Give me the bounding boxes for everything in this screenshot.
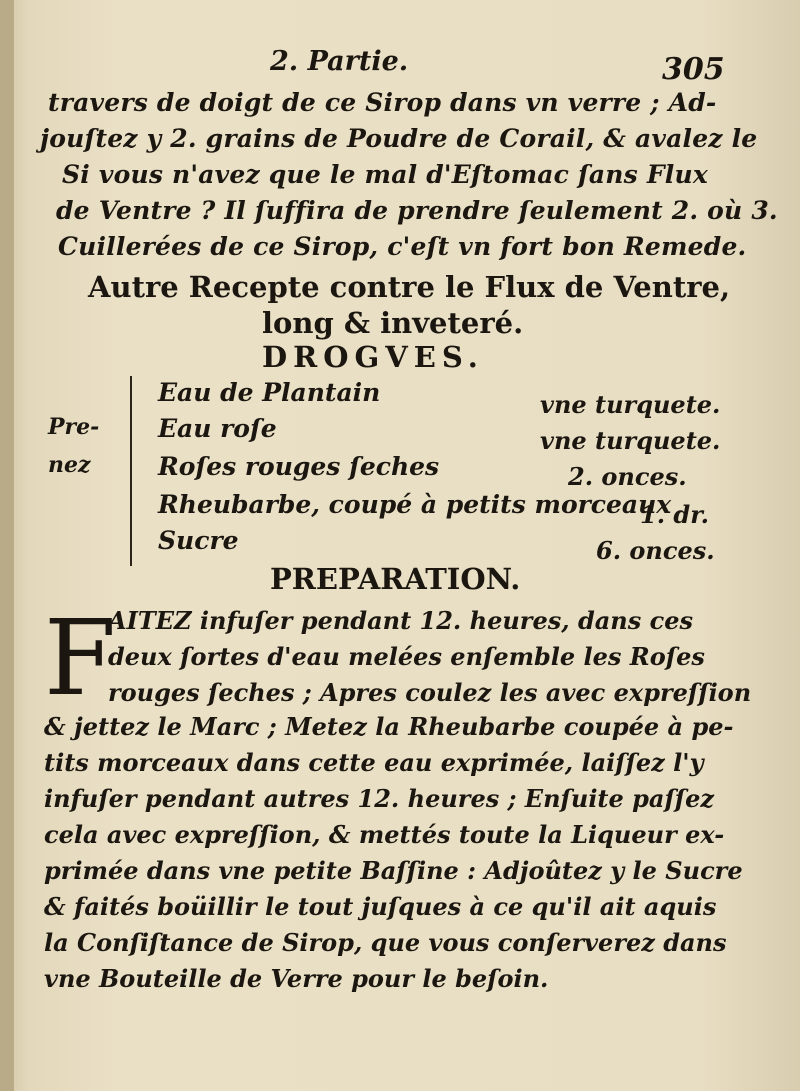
intro-line: Si vous n'avez que le mal d'Eſtomac ſans Flux xyxy=(62,160,708,189)
page-number: 305 xyxy=(662,52,725,87)
preparation-line: deux ſortes d'eau melées enſemble les Roſes xyxy=(108,642,705,671)
intro-line: jouſtez y 2. grains de Poudre de Corail, & avalez le xyxy=(40,124,758,153)
preparation-line: rouges ſeches ; Apres coulez les avec expreſſion xyxy=(108,678,752,707)
preparation-line: infuſer pendant autres 12. heures ; Enſuite paſſez xyxy=(44,784,715,813)
intro-line: travers de doigt de ce Sirop dans vn verre ; Ad- xyxy=(48,88,717,117)
ingredient-name: Rheubarbe, coupé à petits morceaux xyxy=(158,490,672,519)
preparation-line: AITEZ infuſer pendant 12. heures, dans ces xyxy=(108,606,693,635)
ingredient-quantity: 6. onces. xyxy=(596,536,715,565)
recipe-title: long & inveteré. xyxy=(262,306,524,340)
preparation-line: & jettez le Marc ; Metez la Rheubarbe coupée à pe- xyxy=(44,712,734,741)
ingredient-quantity: 1. dr. xyxy=(640,500,709,529)
preparation-line: vne Bouteille de Verre pour le beſoin. xyxy=(44,964,549,993)
ingredient-name: Roſes rouges ſeches xyxy=(158,452,440,481)
intro-line: de Ventre ? Il ſuffira de prendre ſeulement 2. où 3. xyxy=(56,196,778,225)
ingredient-name: Eau roſe xyxy=(158,414,277,443)
preparation-line: primée dans vne petite Baſſine : Adjoûtez y le Sucre xyxy=(44,856,743,885)
ingredient-quantity: vne turquete. xyxy=(540,426,721,455)
ingredient-quantity: 2. onces. xyxy=(568,462,687,491)
drogues-heading: DROGVES. xyxy=(262,340,484,374)
ingredient-quantity: vne turquete. xyxy=(540,390,721,419)
preparation-line: la Conſiſtance de Sirop, que vous conſerverez dans xyxy=(44,928,727,957)
prenez-label: nez xyxy=(48,452,91,478)
preparation-line: cela avec expreſſion, & mettés toute la Liqueur ex- xyxy=(44,820,725,849)
recipe-title: Autre Recepte contre le Flux de Ventre, xyxy=(88,270,731,304)
preparation-heading: PREPARATION. xyxy=(270,562,521,596)
ingredient-name: Sucre xyxy=(158,526,239,555)
prenez-label: Pre- xyxy=(48,414,100,440)
preparation-line: & faités boüillir le tout juſques à ce qu'il ait aquis xyxy=(44,892,717,921)
ingredient-bracket xyxy=(130,376,138,566)
running-head: 2. Partie. xyxy=(270,46,409,77)
preparation-line: tits morceaux dans cette eau exprimée, laiſſez l'y xyxy=(44,748,704,777)
drop-cap: F xyxy=(44,597,117,719)
ingredient-name: Eau de Plantain xyxy=(158,378,381,407)
page-gutter xyxy=(0,0,14,1091)
intro-line: Cuillerées de ce Sirop, c'eſt vn fort bon Remede. xyxy=(58,232,747,261)
